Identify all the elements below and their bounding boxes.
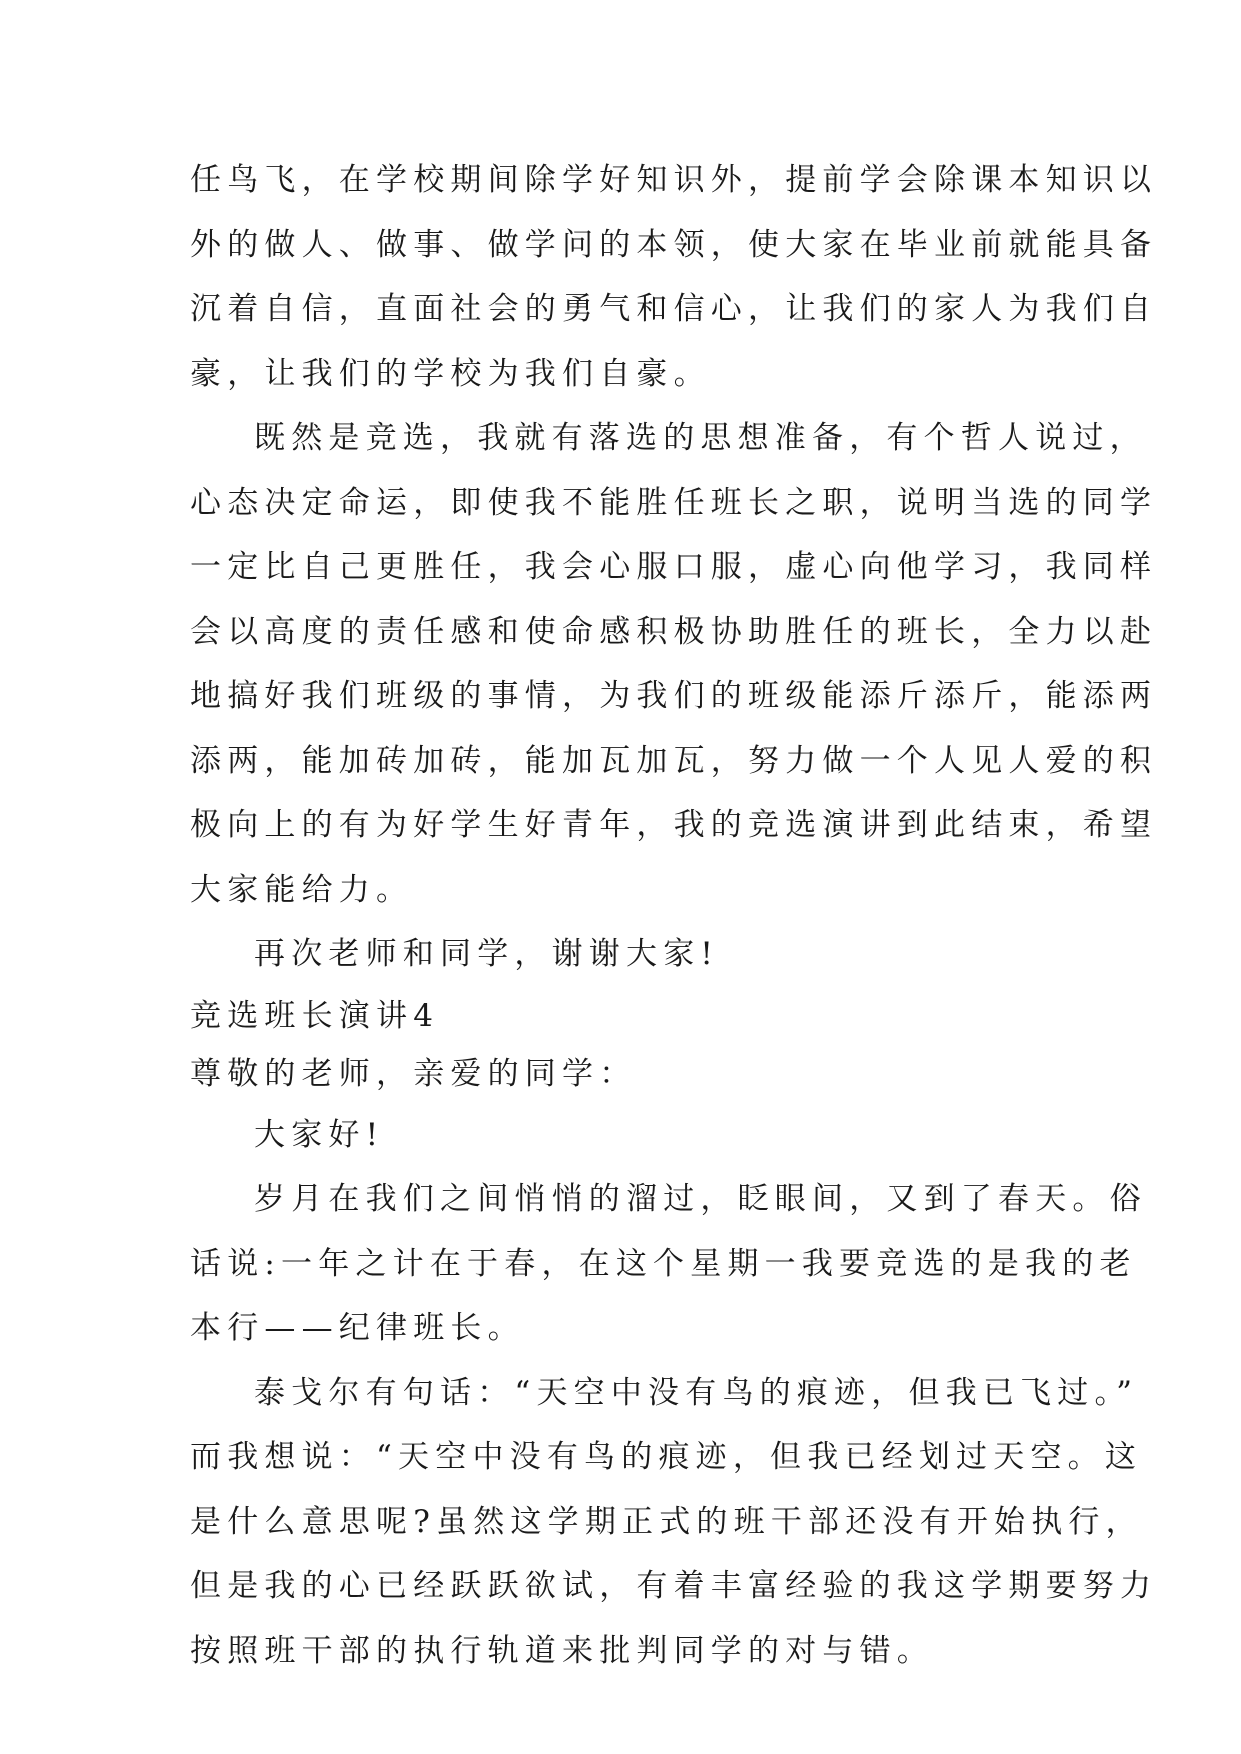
text-line: 本行——纪律班长。	[190, 1310, 525, 1346]
paragraph-start-line: 既然是竞选，我就有落选的思想准备，有个哲人说过，	[254, 420, 1147, 456]
text-line: 大家能给力。	[190, 871, 414, 908]
text-line: 豪，让我们的学校为我们自豪。	[190, 355, 711, 392]
text-line: 按照班干部的执行轨道来批判同学的对与错。	[190, 1632, 934, 1669]
text-line: 一定比自己更胜任，我会心服口服，虚心向他学习，我同样	[190, 549, 1158, 585]
salutation-line: 尊敬的老师，亲爱的同学：	[190, 1055, 637, 1092]
text-line: 任鸟飞，在学校期间除学好知识外，提前学会除课本知识以	[190, 162, 1158, 198]
text-line: 外的做人、做事、做学问的本领，使大家在毕业前就能具备	[190, 226, 1158, 263]
section-heading: 竞选班长演讲4	[190, 997, 440, 1034]
text-line: 心态决定命运，即使我不能胜任班长之职，说明当选的同学	[190, 484, 1158, 521]
greeting-line: 大家好!	[254, 1116, 385, 1153]
text-line: 添两，能加砖加砖，能加瓦加瓦，努力做一个人见人爱的积	[190, 742, 1158, 779]
paragraph-start-line: 岁月在我们之间悄悄的溜过，眨眼间，又到了春天。俗	[254, 1181, 1147, 1217]
paragraph-start-line: 泰戈尔有句话：“天空中没有鸟的痕迹，但我已飞过。”	[254, 1374, 1139, 1411]
text-line: 但是我的心已经跃跃欲试，有着丰富经验的我这学期要努力	[190, 1568, 1158, 1604]
document-body	[190, 148, 1158, 1683]
text-line: 是什么意思呢?虽然这学期正式的班干部还没有开始执行，	[190, 1503, 1143, 1540]
text-line: 沉着自信，直面社会的勇气和信心，让我们的家人为我们自	[190, 291, 1158, 327]
closing-line: 再次老师和同学，谢谢大家!	[254, 936, 720, 972]
text-line: 地搞好我们班级的事情，为我们的班级能添斤添斤，能添两	[190, 678, 1158, 714]
text-line: 会以高度的责任感和使命感积极协助胜任的班长，全力以赴	[190, 613, 1158, 650]
text-line: 而我想说：“天空中没有鸟的痕迹，但我已经划过天空。这	[190, 1439, 1143, 1475]
text-line: 话说:一年之计在于春，在这个星期一我要竞选的是我的老	[190, 1245, 1137, 1282]
text-line: 极向上的有为好学生好青年，我的竞选演讲到此结束，希望	[190, 807, 1158, 843]
